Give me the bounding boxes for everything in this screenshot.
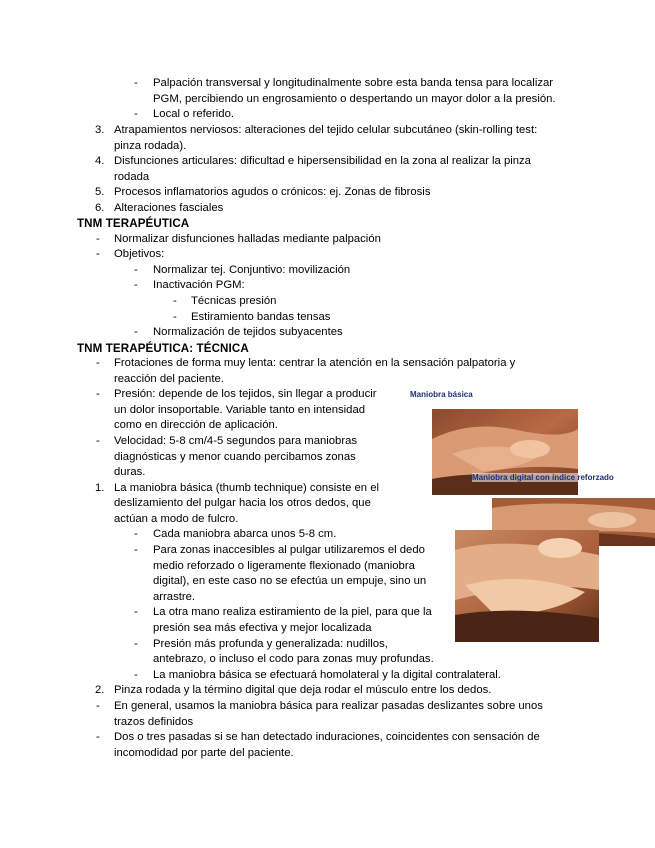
- text-line: Alteraciones fasciales: [114, 202, 224, 214]
- dash-marker: -: [134, 544, 138, 556]
- dash-marker: -: [96, 731, 100, 743]
- text-line: arrastre.: [153, 591, 196, 603]
- text-line: incomodidad por parte del paciente.: [114, 747, 294, 759]
- text-line: Normalización de tejidos subyacentes: [153, 326, 343, 338]
- dash-marker: -: [173, 295, 177, 307]
- text-line: PGM, percibiendo un engrosamiento o despertando un mayor dolor a la presión.: [153, 93, 556, 105]
- text-line: pinza rodada).: [114, 140, 187, 152]
- list-number: 3.: [95, 124, 105, 136]
- dash-marker: -: [96, 700, 100, 712]
- text-line: Frotaciones de forma muy lenta: centrar la atención en la sensación palpatoria y: [114, 357, 516, 369]
- text-line: medio reforzado o ligeramente flexionado (maniobra: [153, 560, 415, 572]
- dash-marker: -: [96, 248, 100, 260]
- dash-marker: -: [134, 606, 138, 618]
- list-number: 5.: [95, 186, 105, 198]
- text-line: duras.: [114, 466, 146, 478]
- text-line: reacción del paciente.: [114, 373, 224, 385]
- dash-marker: -: [134, 264, 138, 276]
- dash-marker: -: [96, 357, 100, 369]
- text-line: Palpación transversal y longitudinalmente sobre esta banda tensa para localizar: [153, 77, 554, 89]
- massage-photo-basic: [432, 409, 578, 495]
- dash-marker: -: [134, 669, 138, 681]
- dash-marker: -: [96, 233, 100, 245]
- text-line: Normalizar disfunciones halladas mediante palpación: [114, 233, 381, 245]
- text-line: trazos definidos: [114, 716, 194, 728]
- text-line: digital), en este caso no se efectúa un empuje, sino un: [153, 575, 427, 587]
- text-line: Pinza rodada y la término digital que deja rodar el músculo entre los dedos.: [114, 684, 492, 696]
- text-line: Presión más profunda y generalizada: nudillos,: [153, 638, 388, 650]
- text-line: Atrapamientos nerviosos: alteraciones del tejido celular subcutáneo (skin-rolling test:: [114, 124, 538, 136]
- dash-marker: -: [96, 388, 100, 400]
- dash-marker: -: [134, 326, 138, 338]
- text-line: Cada maniobra abarca unos 5-8 cm.: [153, 528, 337, 540]
- list-number: 2.: [95, 684, 105, 696]
- text-line: Normalizar tej. Conjuntivo: movilización: [153, 264, 351, 276]
- list-number: 4.: [95, 155, 105, 167]
- text-line: En general, usamos la maniobra básica para realizar pasadas deslizantes sobre unos: [114, 700, 543, 712]
- text-line: Presión: depende de los tejidos, sin llegar a producir: [114, 388, 377, 400]
- text-line: actúan a modo de fulcro.: [114, 513, 239, 525]
- text-line: Procesos inflamatorios agudos o crónicos: ej. Zonas de fibrosis: [114, 186, 431, 198]
- text-line: La otra mano realiza estiramiento de la piel, para que la: [153, 606, 432, 618]
- list-number: 1.: [95, 482, 105, 494]
- dash-marker: -: [134, 108, 138, 120]
- dash-marker: -: [134, 638, 138, 650]
- section-heading: TNM TERAPÉUTICA: TÉCNICA: [77, 342, 249, 355]
- text-line: presión sea más efectiva y mejor localizada: [153, 622, 372, 634]
- dash-marker: -: [134, 528, 138, 540]
- text-line: como en dirección de aplicación.: [114, 419, 278, 431]
- list-number: 6.: [95, 202, 105, 214]
- text-line: Disfunciones articulares: dificultad e hipersensibilidad en la zona al realizar la pinza: [114, 155, 531, 167]
- image-caption: Maniobra digital con índice reforzado: [472, 473, 614, 482]
- text-line: antebrazo, o incluso el codo para zonas muy profundas.: [153, 653, 434, 665]
- text-line: Técnicas presión: [191, 295, 277, 307]
- text-line: Estiramiento bandas tensas: [191, 311, 331, 323]
- dash-marker: -: [96, 435, 100, 447]
- image-caption: Maniobra básica: [410, 390, 473, 399]
- text-line: diagnósticas y menor cuando percibamos zonas: [114, 451, 356, 463]
- dash-marker: -: [134, 279, 138, 291]
- text-line: La maniobra básica se efectuará homolateral y la digital contralateral.: [153, 669, 501, 681]
- massage-photo-digital: [455, 530, 599, 642]
- text-line: La maniobra básica (thumb technique) consiste en el: [114, 482, 380, 494]
- dash-marker: -: [173, 311, 177, 323]
- text-line: Para zonas inaccesibles al pulgar utilizaremos el dedo: [153, 544, 425, 556]
- text-line: Local o referido.: [153, 108, 235, 120]
- text-line: Dos o tres pasadas si se han detectado induraciones, coincidentes con sensación de: [114, 731, 540, 743]
- dash-marker: -: [134, 77, 138, 89]
- text-line: rodada: [114, 171, 150, 183]
- text-line: Velocidad: 5-8 cm/4-5 segundos para maniobras: [114, 435, 358, 447]
- text-line: Inactivación PGM:: [153, 279, 245, 291]
- section-heading: TNM TERAPÉUTICA: [77, 217, 190, 230]
- text-line: Objetivos:: [114, 248, 165, 260]
- text-line: un dolor insoportable. Variable tanto en intensidad: [114, 404, 366, 416]
- text-line: deslizamiento del pulgar hacia los otros dedos, que: [114, 497, 371, 509]
